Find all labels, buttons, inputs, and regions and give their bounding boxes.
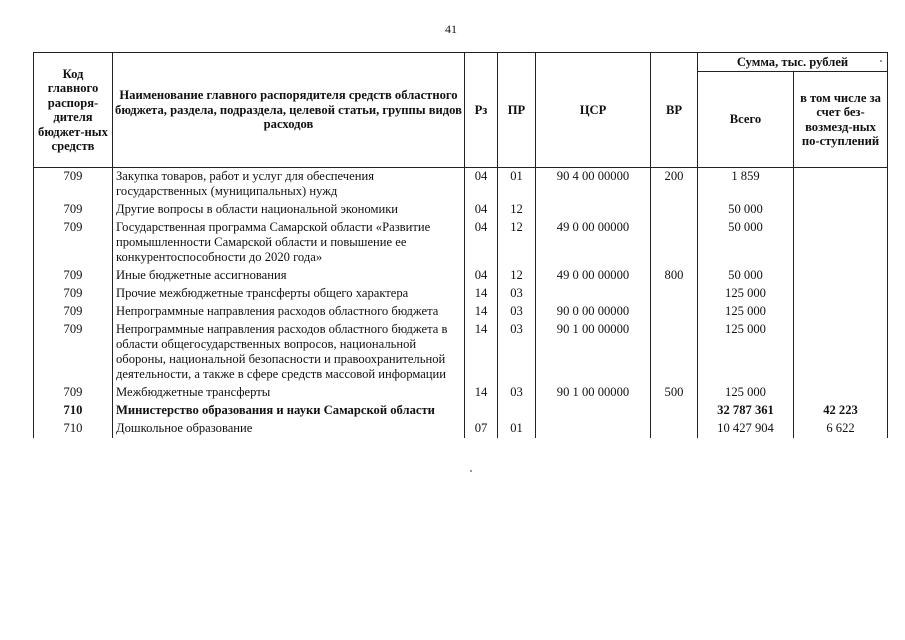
cell-total: 125 000 — [698, 303, 794, 321]
header-sum-group: Сумма, тыс. рублей — [698, 53, 888, 72]
header-csr: ЦСР — [536, 53, 651, 168]
cell-free — [794, 219, 888, 267]
header-vr: ВР — [651, 53, 698, 168]
cell-csr — [536, 201, 651, 219]
table-row — [34, 168, 888, 202]
cell-vr — [651, 402, 698, 420]
cell-rz — [465, 402, 498, 420]
table-body — [34, 168, 888, 439]
cell-pr: 12 — [498, 267, 536, 285]
table-row — [34, 402, 888, 420]
cell-total: 50 000 — [698, 201, 794, 219]
cell-free — [794, 303, 888, 321]
scan-speck — [880, 60, 882, 62]
cell-code: 710 — [34, 420, 113, 438]
header-rz: Рз — [465, 53, 498, 168]
cell-code: 709 — [34, 303, 113, 321]
cell-name: Иные бюджетные ассигнования — [113, 267, 465, 285]
cell-csr: 90 1 00 00000 — [536, 384, 651, 402]
cell-csr: 49 0 00 00000 — [536, 219, 651, 267]
table-row — [34, 201, 888, 219]
header-code: Код главного распоря-дителя бюджет-ных средств — [34, 53, 113, 168]
cell-free — [794, 384, 888, 402]
cell-name: Другие вопросы в области национальной экономики — [113, 201, 465, 219]
cell-pr: 01 — [498, 420, 536, 438]
cell-name: Непрограммные направления расходов областного бюджета — [113, 303, 465, 321]
cell-code: 709 — [34, 201, 113, 219]
cell-csr: 90 1 00 00000 — [536, 321, 651, 384]
header-free: в том числе за счет без-возмезд-ных по-ступлений — [794, 72, 888, 168]
cell-rz: 04 — [465, 219, 498, 267]
budget-table — [33, 52, 888, 438]
cell-pr: 03 — [498, 384, 536, 402]
cell-csr: 90 4 00 00000 — [536, 168, 651, 202]
cell-free: 42 223 — [794, 402, 888, 420]
cell-pr: 12 — [498, 201, 536, 219]
cell-csr — [536, 420, 651, 438]
cell-vr — [651, 201, 698, 219]
cell-free — [794, 285, 888, 303]
cell-csr: 90 0 00 00000 — [536, 303, 651, 321]
cell-rz: 14 — [465, 321, 498, 384]
cell-free — [794, 201, 888, 219]
cell-pr: 03 — [498, 321, 536, 384]
scan-speck — [470, 470, 472, 472]
cell-pr: 03 — [498, 303, 536, 321]
cell-total: 125 000 — [698, 285, 794, 303]
table-row — [34, 384, 888, 402]
cell-free — [794, 267, 888, 285]
cell-rz: 04 — [465, 267, 498, 285]
cell-name: Закупка товаров, работ и услуг для обеспечения государственных (муниципальных) нужд — [113, 168, 465, 202]
cell-name: Министерство образования и науки Самарской области — [113, 402, 465, 420]
header-pr: ПР — [498, 53, 536, 168]
table-row — [34, 321, 888, 384]
table-row — [34, 420, 888, 438]
cell-vr — [651, 321, 698, 384]
cell-free — [794, 321, 888, 384]
cell-free — [794, 168, 888, 202]
table-row — [34, 285, 888, 303]
cell-vr: 800 — [651, 267, 698, 285]
cell-vr — [651, 219, 698, 267]
cell-code: 709 — [34, 384, 113, 402]
cell-rz: 14 — [465, 285, 498, 303]
cell-total: 50 000 — [698, 219, 794, 267]
cell-name: Непрограммные направления расходов областного бюджета в области общегосударственных вопросов, национальной обороны, национальной безопасности и правоохранительной деятельности, а также в сфере средств массовой информации — [113, 321, 465, 384]
cell-name: Межбюджетные трансферты — [113, 384, 465, 402]
cell-rz: 04 — [465, 201, 498, 219]
cell-vr — [651, 285, 698, 303]
header-total: Всего — [698, 72, 794, 168]
cell-pr: 01 — [498, 168, 536, 202]
cell-name: Дошкольное образование — [113, 420, 465, 438]
cell-csr — [536, 285, 651, 303]
page-number: 41 — [445, 22, 457, 36]
cell-rz: 14 — [465, 384, 498, 402]
table-row — [34, 267, 888, 285]
cell-rz: 07 — [465, 420, 498, 438]
cell-code: 710 — [34, 402, 113, 420]
cell-code: 709 — [34, 321, 113, 384]
cell-total: 10 427 904 — [698, 420, 794, 438]
cell-csr — [536, 402, 651, 420]
cell-total: 32 787 361 — [698, 402, 794, 420]
cell-vr — [651, 303, 698, 321]
cell-vr: 500 — [651, 384, 698, 402]
cell-vr — [651, 420, 698, 438]
cell-rz: 04 — [465, 168, 498, 202]
cell-code: 709 — [34, 285, 113, 303]
cell-name: Прочие межбюджетные трансферты общего характера — [113, 285, 465, 303]
cell-total: 50 000 — [698, 267, 794, 285]
cell-pr — [498, 402, 536, 420]
cell-rz: 14 — [465, 303, 498, 321]
cell-total: 125 000 — [698, 321, 794, 384]
cell-pr: 12 — [498, 219, 536, 267]
cell-code: 709 — [34, 168, 113, 202]
cell-code: 709 — [34, 219, 113, 267]
cell-code: 709 — [34, 267, 113, 285]
cell-total: 125 000 — [698, 384, 794, 402]
cell-name: Государственная программа Самарской области «Развитие промышленности Самарской области и повышение ее конкурентоспособности до 2020 года» — [113, 219, 465, 267]
table-row — [34, 219, 888, 267]
cell-free: 6 622 — [794, 420, 888, 438]
cell-pr: 03 — [498, 285, 536, 303]
header-name: Наименование главного распорядителя средств областного бюджета, раздела, подраздела, целевой статьи, группы видов расходов — [113, 53, 465, 168]
cell-vr: 200 — [651, 168, 698, 202]
cell-csr: 49 0 00 00000 — [536, 267, 651, 285]
cell-total: 1 859 — [698, 168, 794, 202]
table-row — [34, 303, 888, 321]
